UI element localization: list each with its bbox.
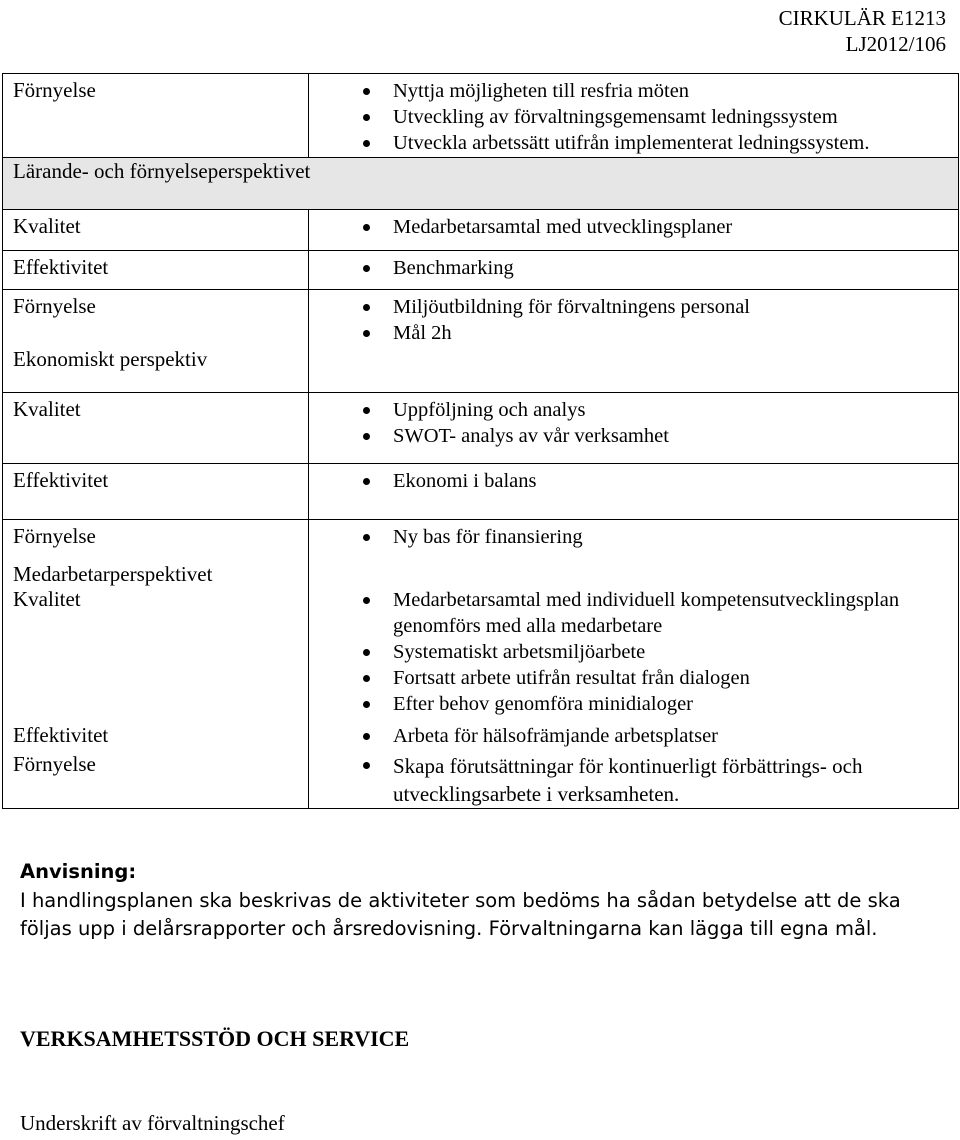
table-row bbox=[3, 251, 959, 290]
circular-number: CIRKULÄR E1213 bbox=[778, 6, 946, 30]
row-label: Kvalitet bbox=[3, 210, 309, 251]
list-item: Medarbetarsamtal med individuell kompetensutvecklingsplan genomförs med alla medarbetare bbox=[309, 587, 958, 639]
row-label: Förnyelse bbox=[3, 74, 309, 158]
section-title: VERKSAMHETSSTÖD OCH SERVICE bbox=[20, 1026, 410, 1051]
table-row bbox=[3, 74, 959, 158]
row-label: Kvalitet bbox=[3, 587, 309, 723]
list-item: Systematiskt arbetsmiljöarbete bbox=[309, 639, 958, 665]
empty-cell bbox=[309, 561, 959, 587]
row-content bbox=[309, 587, 959, 723]
list-item: Uppföljning och analys bbox=[309, 397, 958, 423]
list-item: Miljöutbildning för förvaltningens personal bbox=[309, 294, 958, 320]
row-content bbox=[309, 463, 959, 519]
section-heading bbox=[3, 346, 309, 392]
list-item: Ekonomi i balans bbox=[309, 468, 958, 495]
section-title: Lärande- och förnyelseperspektivet bbox=[13, 159, 311, 183]
list-item: Benchmarking bbox=[309, 255, 958, 282]
list-item: Efter behov genomföra minidialoger bbox=[309, 691, 958, 717]
list-item: Medarbetarsamtal med utvecklingsplaner bbox=[309, 214, 958, 241]
table-row bbox=[3, 723, 959, 752]
note-heading: Anvisning: bbox=[20, 860, 137, 883]
signature-label: Underskrift av förvaltningschef bbox=[20, 1111, 285, 1135]
row-label: Effektivitet bbox=[3, 723, 309, 752]
list-item: SWOT- analys av vår verksamhet bbox=[309, 423, 958, 449]
document-reference: LJ2012/106 bbox=[845, 32, 946, 56]
list-item: Arbeta för hälsofrämjande arbetsplatser bbox=[309, 723, 958, 749]
row-content bbox=[309, 251, 959, 290]
list-item: Fortsatt arbete utifrån resultat från dialogen bbox=[309, 665, 958, 691]
list-item: Skapa förutsättningar för kontinuerligt förbättrings- och utvecklingsarbete i verksamheten. bbox=[309, 752, 958, 808]
table-row bbox=[3, 463, 959, 519]
list-item: Nyttja möjligheten till resfria möten bbox=[309, 78, 958, 104]
table-row bbox=[3, 290, 959, 347]
row-content bbox=[309, 723, 959, 752]
row-label: Förnyelse bbox=[3, 290, 309, 347]
note-line: följas upp i delårsrapporter och årsredovisning. Förvaltningarna kan lägga till egna mål. bbox=[20, 917, 878, 940]
row-label: Effektivitet bbox=[3, 463, 309, 519]
row-label: Förnyelse bbox=[3, 519, 309, 561]
section-title: Medarbetarperspektivet bbox=[13, 562, 213, 586]
section-heading bbox=[3, 158, 959, 210]
row-content bbox=[309, 74, 959, 158]
section-row bbox=[3, 561, 959, 587]
table-row bbox=[3, 392, 959, 463]
section-title: Ekonomiskt perspektiv bbox=[13, 347, 208, 371]
instruction-note bbox=[20, 858, 901, 944]
row-content bbox=[309, 752, 959, 809]
row-content bbox=[309, 392, 959, 463]
row-label: Effektivitet bbox=[3, 251, 309, 290]
note-line: I handlingsplanen ska beskrivas de aktiviteter som bedöms ha sådan betydelse att de ska bbox=[20, 888, 901, 912]
list-item: Utveckling av förvaltningsgemensamt ledningssystem bbox=[309, 104, 958, 130]
row-content bbox=[309, 210, 959, 251]
section-row bbox=[3, 158, 959, 210]
table-row bbox=[3, 587, 959, 723]
row-label: Kvalitet bbox=[3, 392, 309, 463]
table-row bbox=[3, 519, 959, 561]
table-row bbox=[3, 210, 959, 251]
row-content bbox=[309, 519, 959, 561]
list-item: Utveckla arbetssätt utifrån implementerat ledningssystem. bbox=[309, 130, 958, 156]
list-item: Mål 2h bbox=[309, 320, 958, 346]
row-label: Förnyelse bbox=[3, 752, 309, 809]
row-content bbox=[309, 290, 959, 347]
table-row bbox=[3, 752, 959, 809]
section-heading bbox=[3, 561, 309, 587]
list-item: Ny bas för finansiering bbox=[309, 524, 958, 551]
action-plan-table bbox=[2, 73, 959, 809]
empty-cell bbox=[309, 346, 959, 392]
section-row bbox=[3, 346, 959, 392]
